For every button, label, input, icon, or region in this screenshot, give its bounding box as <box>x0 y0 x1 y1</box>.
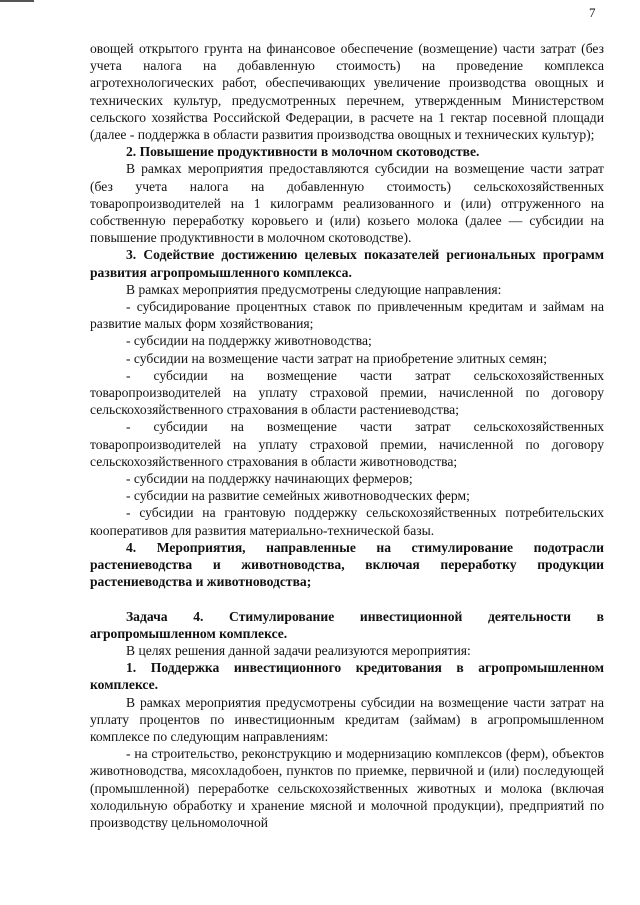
section-heading: 4. Мероприятия, направленные на стимулирование подотрасли растениеводства и животноводства, включая переработку продукции растениеводства и животноводства; <box>90 539 604 590</box>
paragraph: - субсидии на поддержку начинающих фермеров; <box>126 471 413 487</box>
section-heading: 1. Поддержка инвестиционного кредитования в агропромышленном комплексе. <box>90 660 604 693</box>
paragraph: - субсидии на возмещение части затрат на приобретение элитных семян; <box>126 350 547 366</box>
paragraph: В рамках мероприятия предоставляются субсидии на возмещение части затрат (без учета налога на добавленную стоимость) сельскохозяйственных товаропроизводителей на 1 килограмм реализованного и (или) отгруженного на собственную переработку коровьего и (или) козьего молока (далее — субсидии на повышение продуктивности в молочном скотоводстве). <box>90 161 604 246</box>
paragraph: - субсидии на поддержку животноводства; <box>126 333 372 349</box>
section-heading: 3. Содействие достижению целевых показателей региональных программ развития агропромышленного комплекса. <box>90 247 604 280</box>
page-number: 7 <box>589 5 596 20</box>
paragraph: - субсидии на грантовую поддержку сельскохозяйственных потребительских кооперативов для развития материально-технической базы. <box>90 505 604 538</box>
document-body <box>90 40 604 831</box>
paragraph: В целях решения данной задачи реализуются мероприятия: <box>126 642 471 658</box>
paragraph: - субсидии на возмещение части затрат сельскохозяйственных товаропроизводителей на уплату страховой премии, начисленной по договору сельскохозяйственного страхования в области растениеводства; <box>90 367 604 418</box>
blank-line <box>90 591 604 608</box>
paragraph: - субсидии на возмещение части затрат сельскохозяйственных товаропроизводителей на уплату страховой премии, начисленной по договору сельскохозяйственного страхования в области животноводства; <box>90 419 604 469</box>
task-title: Задача 4. Стимулирование инвестиционной деятельности в агропромышленном комплексе. <box>90 608 604 641</box>
paragraph: - субсидирование процентных ставок по привлеченным кредитам и займам на развитие малых форм хозяйствования; <box>90 299 604 332</box>
paragraph: овощей открытого грунта на финансовое обеспечение (возмещение) части затрат (без учета налога на добавленную стоимость) на проведение комплекса агротехнологических работ, обеспечивающих увеличение производства овощных и технических культур, предусмотренных перечнем, утвержденным Министерством сельского хозяйства Российской Федерации, в расчете на 1 гектар посевной площади (далее - поддержка в области развития производства овощных и технических культур); <box>90 41 604 143</box>
scan-corner-mark <box>0 0 34 2</box>
task-heading <box>90 608 604 642</box>
section-heading: 2. Повышение продуктивности в молочном скотоводстве. <box>126 144 480 160</box>
paragraph: В рамках мероприятия предусмотрены следующие направления: <box>126 281 502 297</box>
paragraph: В рамках мероприятия предусмотрены субсидии на возмещение части затрат на уплату процентов по инвестиционным кредитам (займам) в агропромышленном комплексе по следующим направлениям: <box>90 694 604 744</box>
paragraph: - на строительство, реконструкцию и модернизацию комплексов (ферм), объектов животноводства, мясохладобоен, пунктов по приемке, первичной и (или) последующей (промышленной) переработке сельскохозяйственных животных и молока (включая холодильную обработку и хранение мясной и молочной продукции), предприятий по производству цельномолочной <box>90 746 604 830</box>
paragraph: - субсидии на развитие семейных животноводческих ферм; <box>126 488 470 504</box>
